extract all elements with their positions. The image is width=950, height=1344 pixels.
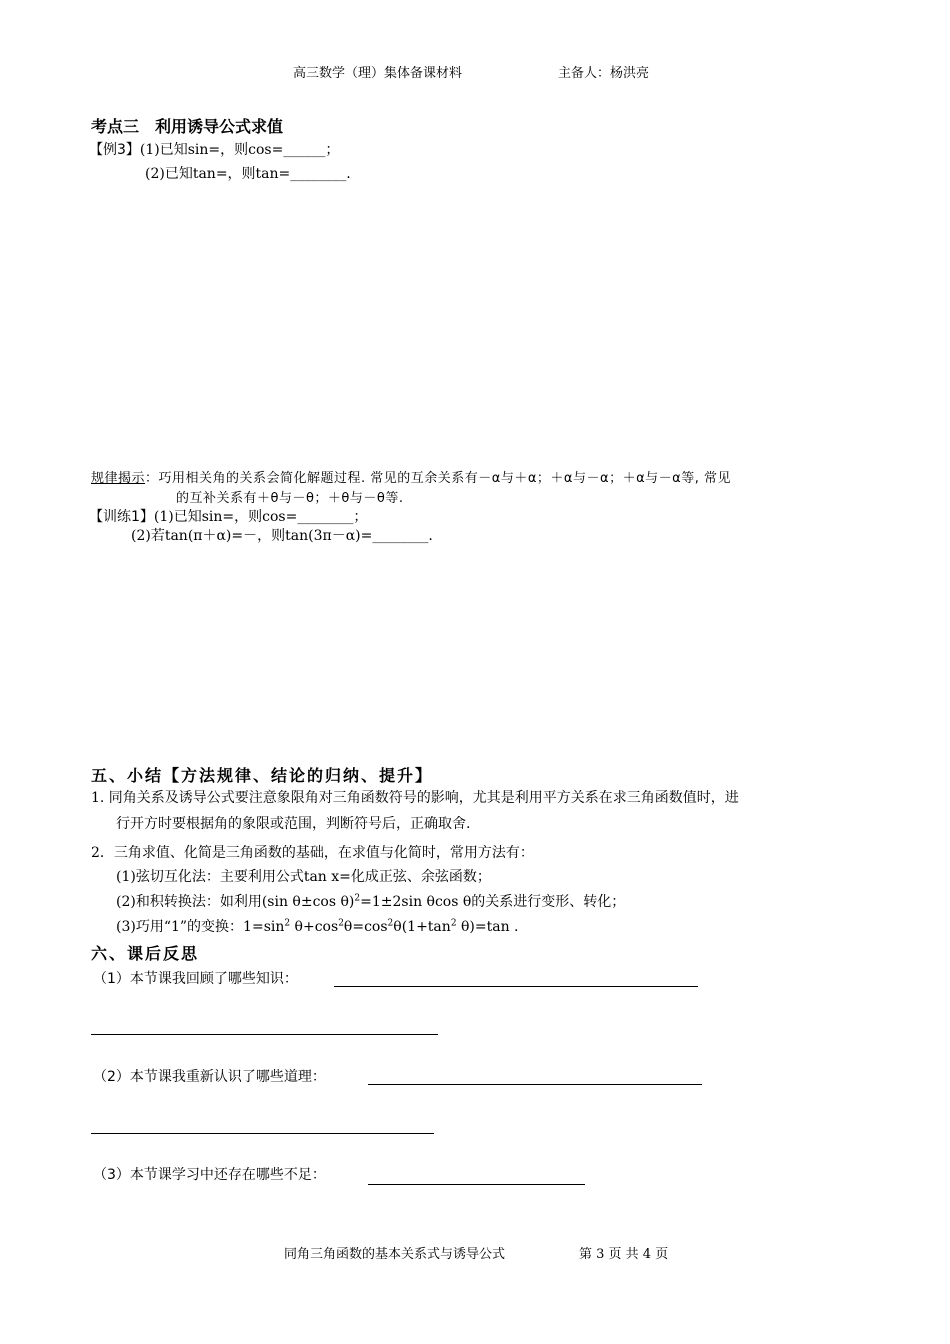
method-2: (2)和积转换法：如利用(sin θ±cos θ)$^2$=1±2sin θcos θ的关系进行变形、转化； [116, 893, 626, 910]
method-3: (3)巧用“1”的变换：$1=\sin^2$ $\theta+\cos^2\theta=\cos^2\theta(1+\tan^2$ θ)=tan . [116, 918, 519, 935]
answer-line[interactable] [368, 1184, 585, 1185]
training-1 [89, 509, 367, 527]
reflection-question-2: （2）本节课我重新认识了哪些道理： [93, 1069, 326, 1085]
reflection-question-1: （1）本节课我回顾了哪些知识： [93, 971, 298, 987]
example-3 [89, 142, 339, 160]
reflection-heading: 六、课后反思 [91, 944, 200, 963]
summary-item-1-line2: 行开方时要根据角的象限或范围，判断符号后，正确取舍. [116, 816, 471, 832]
summary-heading: 五、小结【方法规律、结论的归纳、提升】 [91, 766, 434, 785]
rule-text-line2: 的互补关系有＋θ与－θ；＋θ与－θ等. [176, 491, 404, 506]
summary-item-1-line1: 1. 同角关系及诱导公式要注意象限角对三角函数符号的影响，尤其是利用平方关系在求三角函数值时，进 [91, 790, 739, 806]
header-preparer: 主备人：杨洪亮 [558, 66, 650, 81]
training-question-1: (1)已知sin=，则cos=________； [153, 509, 368, 525]
answer-line[interactable] [91, 1133, 434, 1134]
summary-item-2: 2．三角求值、化简是三角函数的基础，在求值与化简时，常用方法有： [91, 845, 534, 861]
example-question-1: (1)已知sin=，则cos=______； [139, 142, 340, 158]
rule-label: 规律揭示 [91, 471, 146, 486]
footer-page-number: 第 3 页 共 4 页 [579, 1247, 669, 1262]
example-tag: 【例3】 [89, 142, 140, 158]
section-title: 考点三 利用诱导公式求值 [91, 117, 284, 136]
answer-line[interactable] [91, 1034, 438, 1035]
rule-reveal: 规律揭示：巧用相关角的关系会简化解题过程. 常见的互余关系有－α与＋α；＋α与－α；＋α与－α等, 常见 [91, 471, 731, 486]
answer-line[interactable] [334, 986, 698, 987]
reflection-question-3: （3）本节课学习中还存在哪些不足： [93, 1167, 326, 1183]
training-tag: 【训练1】 [89, 509, 154, 525]
header-title: 高三数学（理）集体备课材料 [293, 66, 463, 81]
training-question-2: (2)若tan(π＋α)=－，则tan(3π－α)=________. [131, 528, 433, 544]
answer-line[interactable] [368, 1084, 702, 1085]
rule-text-line1: 巧用相关角的关系会简化解题过程. 常见的互余关系有－α与＋α；＋α与－α；＋α与－α等, 常见 [158, 471, 731, 486]
method-1: (1)弦切互化法：主要利用公式tan x=化成正弦、余弦函数； [116, 869, 491, 885]
example-question-2: (2)已知tan=，则tan=________. [145, 166, 351, 182]
footer-title: 同角三角函数的基本关系式与诱导公式 [284, 1247, 506, 1262]
